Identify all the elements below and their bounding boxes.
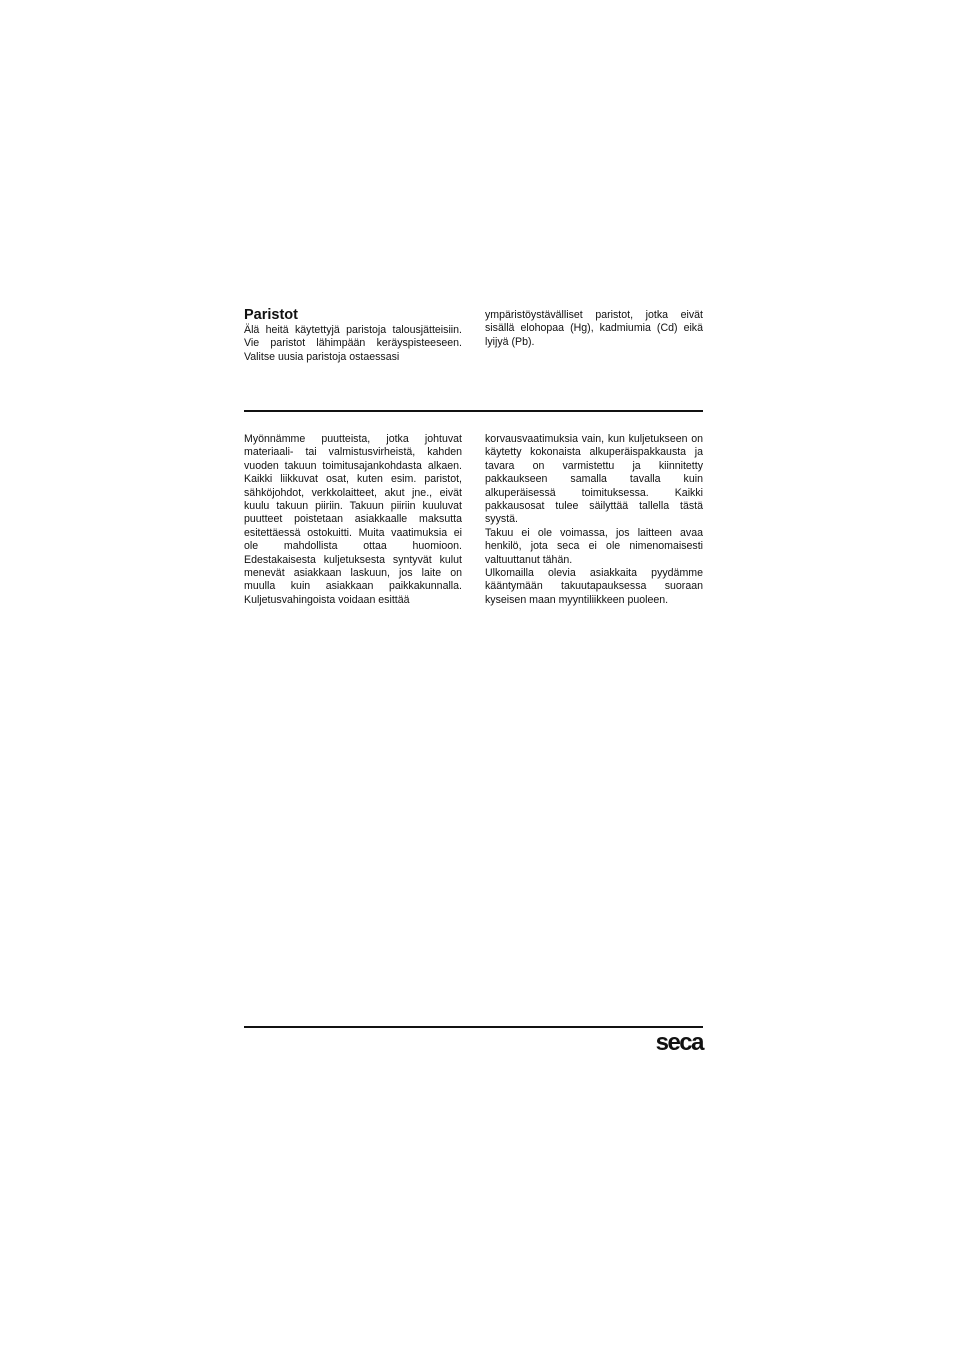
warranty-text-right-column	[485, 433, 703, 607]
battery-paragraph-left: Älä heitä käytettyjä paristoja talousjätteisiin. Vie paristot lähimpään keräyspisteeseen. Valitse uusia paristoja ostaessasi	[244, 324, 462, 363]
footer-divider	[244, 1026, 703, 1028]
section-divider	[244, 410, 703, 412]
warranty-paragraph-left: Myönnämme puutteista, jotka johtuvat materiaali- tai valmistusvirheistä, kahden vuoden takuun toimitusajankohdasta alkaen. Kaikki liikkuvat osat, kuten esim. paristot, sähköjohdot, verkkolaitteet, akut jne., eivät kuulu takuun piiriin. Takuun piiriin kuuluvat puutteet poistetaan asiakkaalle maksutta esitettäessä ostokuitti. Muita vaatimuksia ei ole mahdollista ottaa huomioon. Edestakaisesta kuljetuksesta syntyvät kulut menevät asiakkaan laskuun, jos laite on muulla kuin asiakkaan paikkakunnalla. Kuljetusvahingoista voidaan esittää	[244, 433, 462, 606]
section-heading-batteries: Paristot	[244, 307, 298, 323]
warranty-paragraph-right-2: Takuu ei ole voimassa, jos laitteen avaa henkilö, jota seca ei ole nimenomaisesti valtuuttanut tähän.	[485, 526, 703, 566]
seca-logo: seca	[655, 1029, 703, 1056]
warranty-paragraph-right-3: Ulkomailla olevia asiakkaita pyydämme kääntymään takuutapauksessa suoraan kyseisen maan myyntiliikkeen puoleen.	[485, 567, 703, 606]
warranty-paragraph-right-1: korvausvaatimuksia vain, kun kuljetukseen on käytetty kokonaista alkuperäispakkausta ja tavara on varmistettu ja kiinnitetty pakkaukseen samalla tavalla kuin alkuperäisessä toimituksessa. Kaikki pakkausosat tulee säilyttää tallella tästä syystä.	[485, 433, 703, 526]
battery-text-left-column	[244, 324, 462, 364]
battery-text-right-column	[485, 309, 703, 349]
battery-paragraph-right: ympäristöystävälliset paristot, jotka eivät sisällä elohopaa (Hg), kadmiumia (Cd) eikä lyijyä (Pb).	[485, 309, 703, 348]
warranty-text-left-column	[244, 433, 462, 607]
